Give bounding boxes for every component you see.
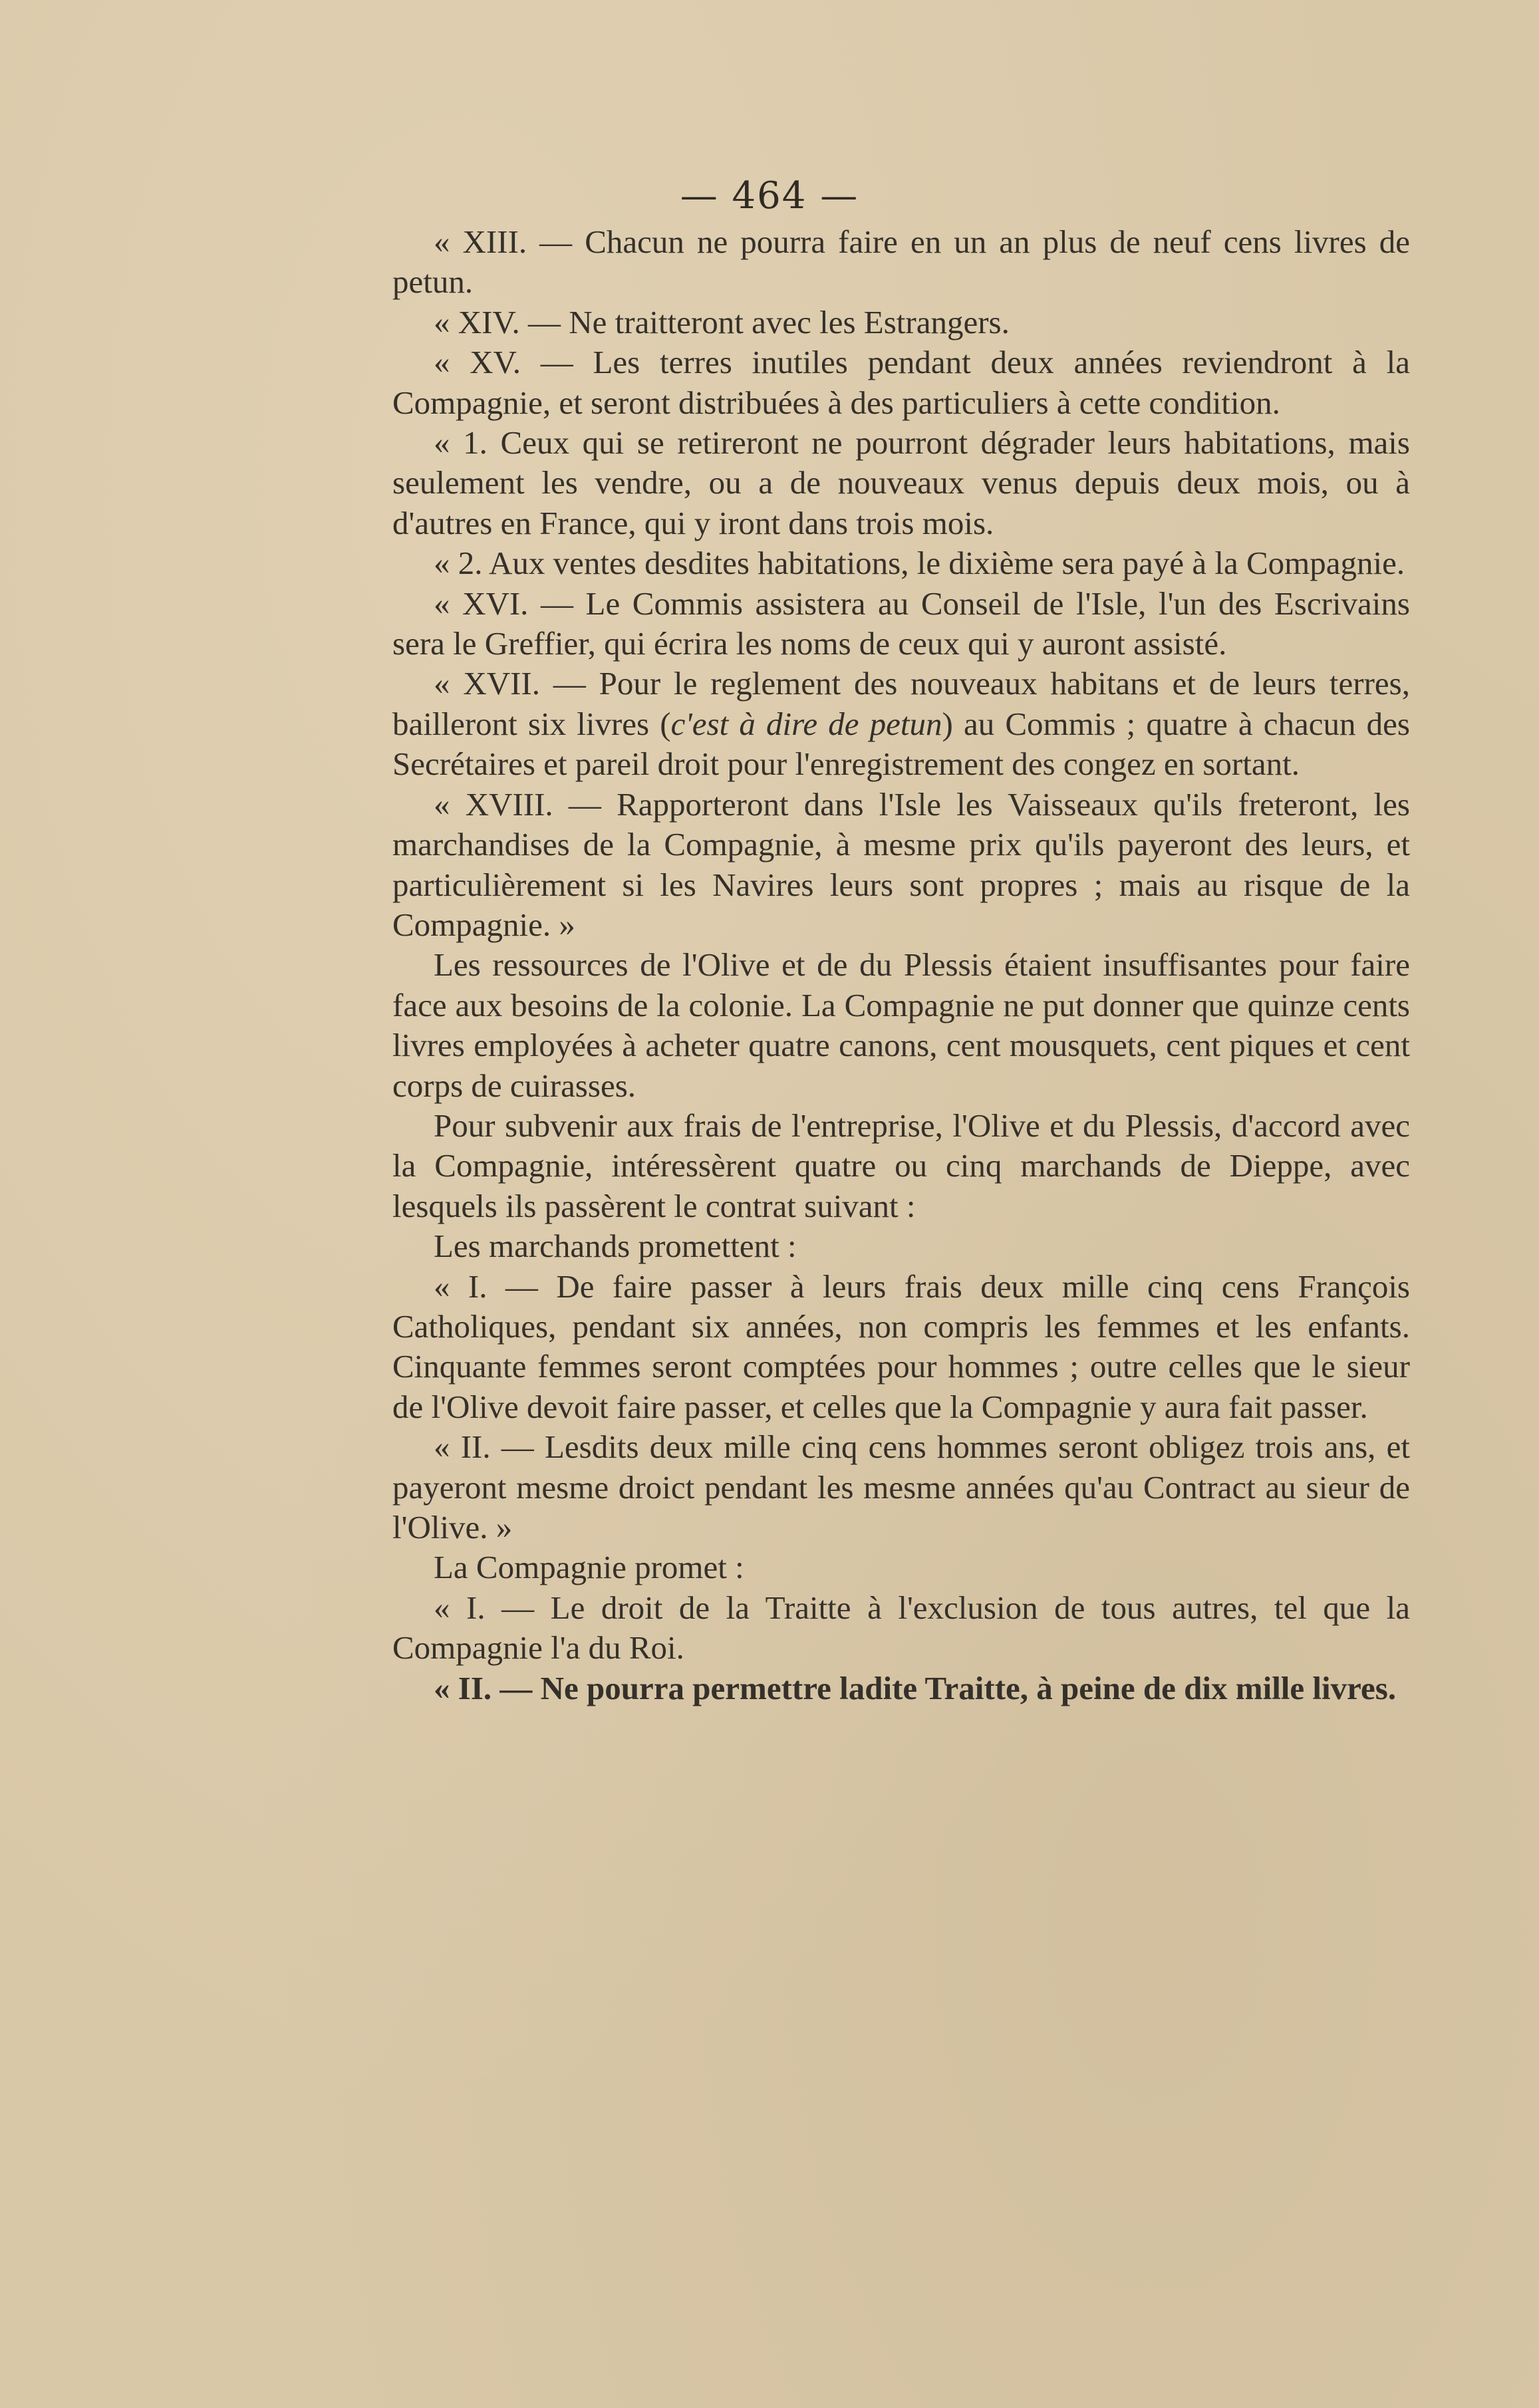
paragraph-art-xvii <box>392 664 1410 784</box>
paragraph-art-xvii-part-2: ) au Commis ; quatre à chacun des Secrétaires et pareil droit pour l'enregistrement des congez en sortant. <box>392 705 1411 783</box>
paragraph-art-xv-1: « 1. Ceux qui se retireront ne pourront dégrader leurs habitations, mais seulement les vendre, ou a de nouveaux venus depuis deux mois, ou à d'autres en France, qui y iront dans trois mois. <box>392 424 1410 541</box>
paragraph-art-xvi: « XVI. — Le Commis assistera au Conseil de l'Isle, l'un des Escrivains sera le Greffier, qui écrira les noms de ceux qui y auront assisté. <box>392 585 1410 662</box>
paragraph-art-xvii-italic: c'est à dire de petun <box>670 705 942 742</box>
paragraph-marchands-ii: « II. — Lesdits deux mille cinq cens hommes seront obligez trois ans, et payeront mesme droict pendant les mesme années qu'au Contract au sieur de l'Olive. » <box>392 1428 1410 1545</box>
page-number: — 464 — <box>680 174 859 217</box>
paragraph-art-xviii: « XVIII. — Rapporteront dans l'Isle les Vaisseaux qu'ils freteront, les marchandises de la Compagnie, à mesme prix qu'ils payeront des leurs, et particulièrement si les Navires leurs sont propres ; mais au risque de la Compagnie. » <box>392 785 1410 943</box>
paragraph-art-xiv: « XIV. — Ne traitteront avec les Estrangers. <box>434 303 1010 340</box>
paragraph-marchands-promettent: Les marchands promettent : <box>434 1228 797 1265</box>
paragraph-compagnie-promet: La Compagnie promet : <box>434 1549 744 1586</box>
body-text <box>392 222 1410 1708</box>
paragraph-compagnie-i: « I. — Le droit de la Traitte à l'exclusion de tous autres, tel que la Compagnie l'a du Roi. <box>392 1589 1410 1667</box>
paragraph-marchands-i: « I. — De faire passer à leurs frais deux mille cinq cens François Catholiques, pendant six années, non compris les femmes et les enfants. Cinquante femmes seront comptées pour hommes ; outre celles que le sieur de l'Olive devoit faire passer, et celles que la Compagnie y aura fait passer. <box>392 1268 1410 1425</box>
paragraph-art-xv: « XV. — Les terres inutiles pendant deux années reviendront à la Compagnie, et seront distribuées à des particuliers à cette condition. <box>392 344 1410 421</box>
paragraph-compagnie-ii: « II. — Ne pourra permettre ladite Traitte, à peine de dix mille livres. <box>434 1669 1397 1706</box>
paragraph-art-xvii-part-1: « XVII. — Pour le reglement des nouveaux habitans et de leurs terres, bailleront six livres ( <box>392 665 1410 742</box>
paragraph-subvenir: Pour subvenir aux frais de l'entreprise, l'Olive et du Plessis, d'accord avec la Compagnie, intéressèrent quatre ou cinq marchands de Dieppe, avec lesquels ils passèrent le contrat suivant : <box>392 1107 1410 1224</box>
paragraph-ressources: Les ressources de l'Olive et de du Plessis étaient insuffisantes pour faire face aux besoins de la colonie. La Compagnie ne put donner que quinze cents livres employées à acheter quatre canons, cent mousquets, cent piques et cent corps de cuirasses. <box>392 946 1410 1104</box>
paragraph-art-xv-2: « 2. Aux ventes desdites habitations, le dixième sera payé à la Compagnie. <box>434 545 1405 582</box>
paragraph-art-xiii: « XIII. — Chacun ne pourra faire en un an plus de neuf cens livres de petun. <box>392 223 1410 301</box>
